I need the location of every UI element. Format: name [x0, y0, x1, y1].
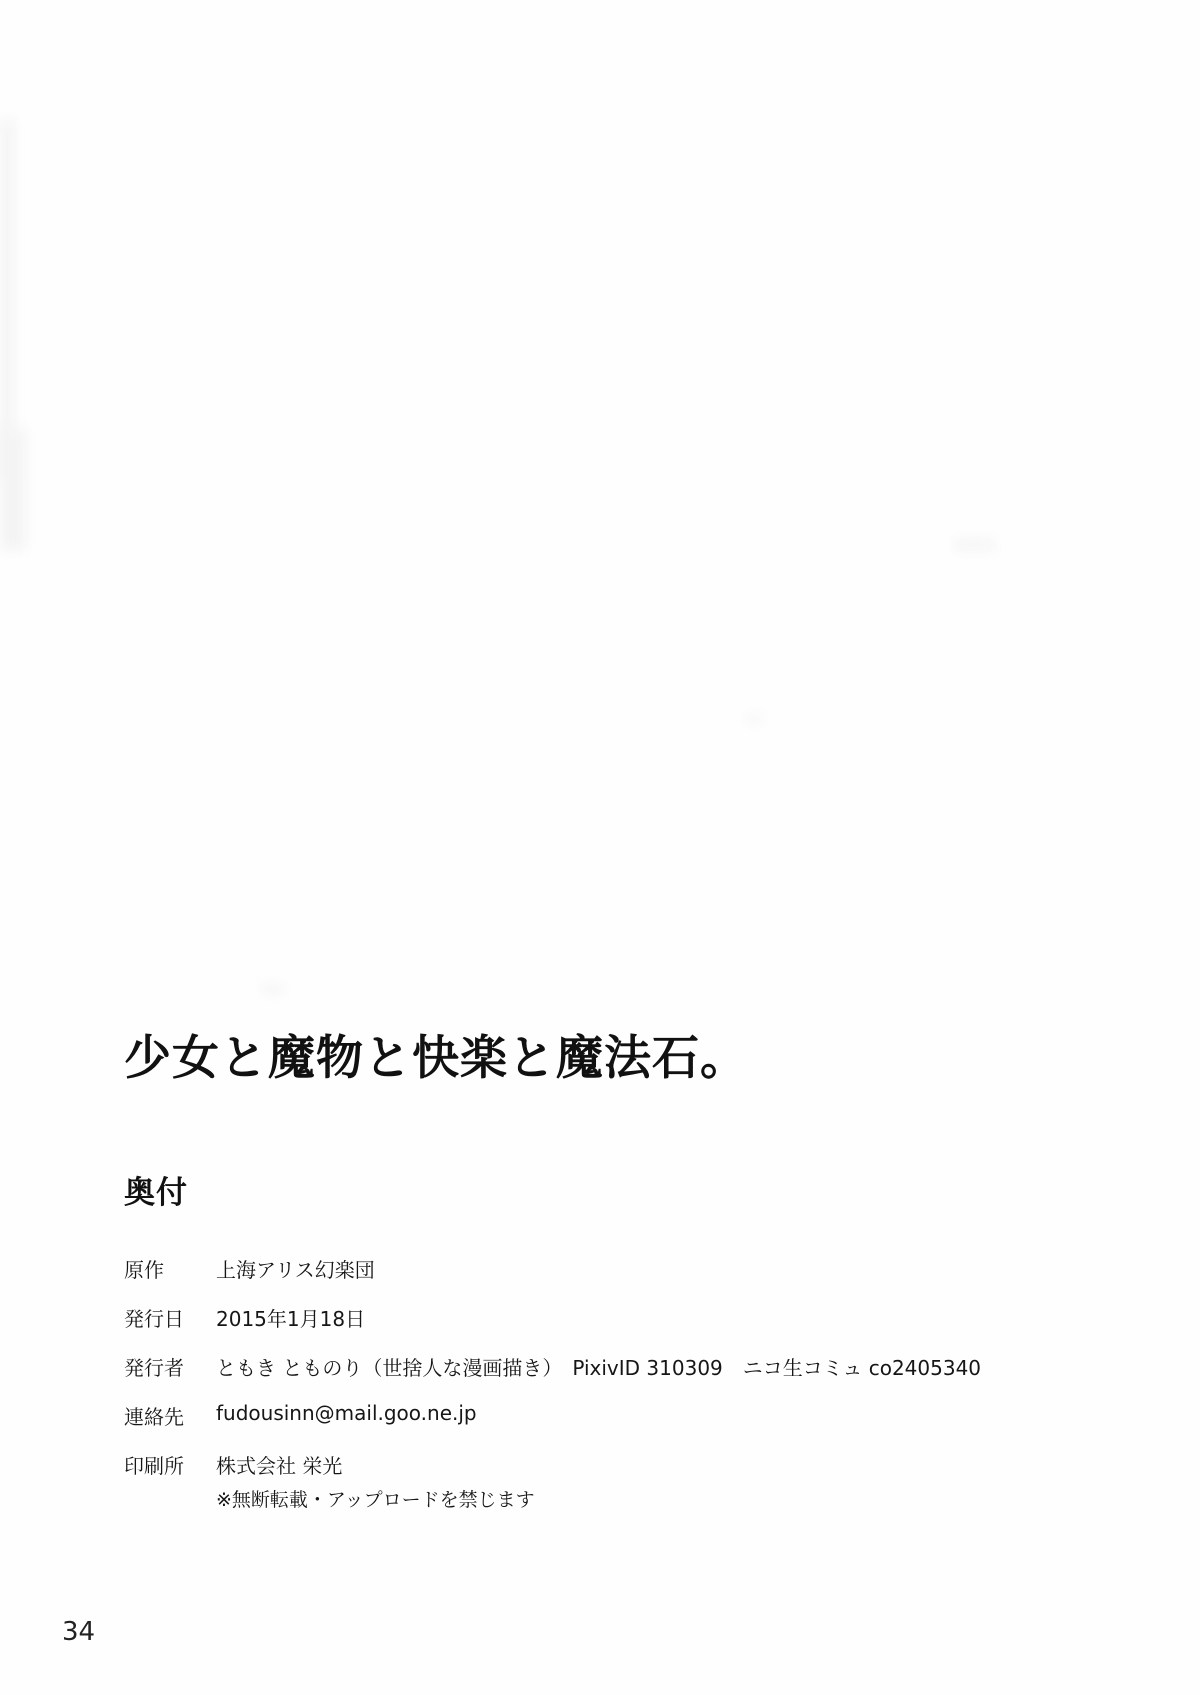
table-row — [124, 1254, 981, 1303]
table-row — [124, 1450, 981, 1532]
table-row — [124, 1401, 981, 1450]
paper-speck — [262, 985, 284, 993]
row-value: 上海アリス幻楽団 — [216, 1257, 375, 1282]
colophon-heading: 奥付 — [124, 1174, 188, 1211]
colophon-table — [124, 1254, 981, 1532]
row-value: 2015年1月18日 — [216, 1306, 366, 1331]
table-row — [124, 1303, 981, 1352]
paper-smudge — [0, 430, 26, 550]
row-label: 印刷所 — [124, 1453, 184, 1478]
paper-smudge — [0, 120, 14, 480]
colophon-block — [124, 1030, 1084, 1532]
copyright-notice: ※無断転載・アップロードを禁じます — [216, 1488, 535, 1511]
row-value-group — [216, 1450, 981, 1532]
row-label: 発行日 — [124, 1306, 184, 1331]
row-label: 連絡先 — [124, 1404, 184, 1429]
page-number: 34 — [62, 1617, 96, 1647]
printer-name: 株式会社 栄光 — [216, 1453, 343, 1478]
contact-email: fudousinn@mail.goo.ne.jp — [216, 1400, 477, 1425]
row-label: 原作 — [124, 1257, 164, 1282]
row-value: ともき とものり（世捨人な漫画描き） PixivID 310309 ニコ生コミュ co2405340 — [216, 1355, 982, 1380]
row-label: 発行者 — [124, 1355, 184, 1380]
table-row — [124, 1352, 981, 1401]
paper-speck — [955, 540, 995, 550]
book-title: 少女と魔物と快楽と魔法石。 — [124, 1031, 748, 1086]
paper-speck — [745, 716, 763, 722]
